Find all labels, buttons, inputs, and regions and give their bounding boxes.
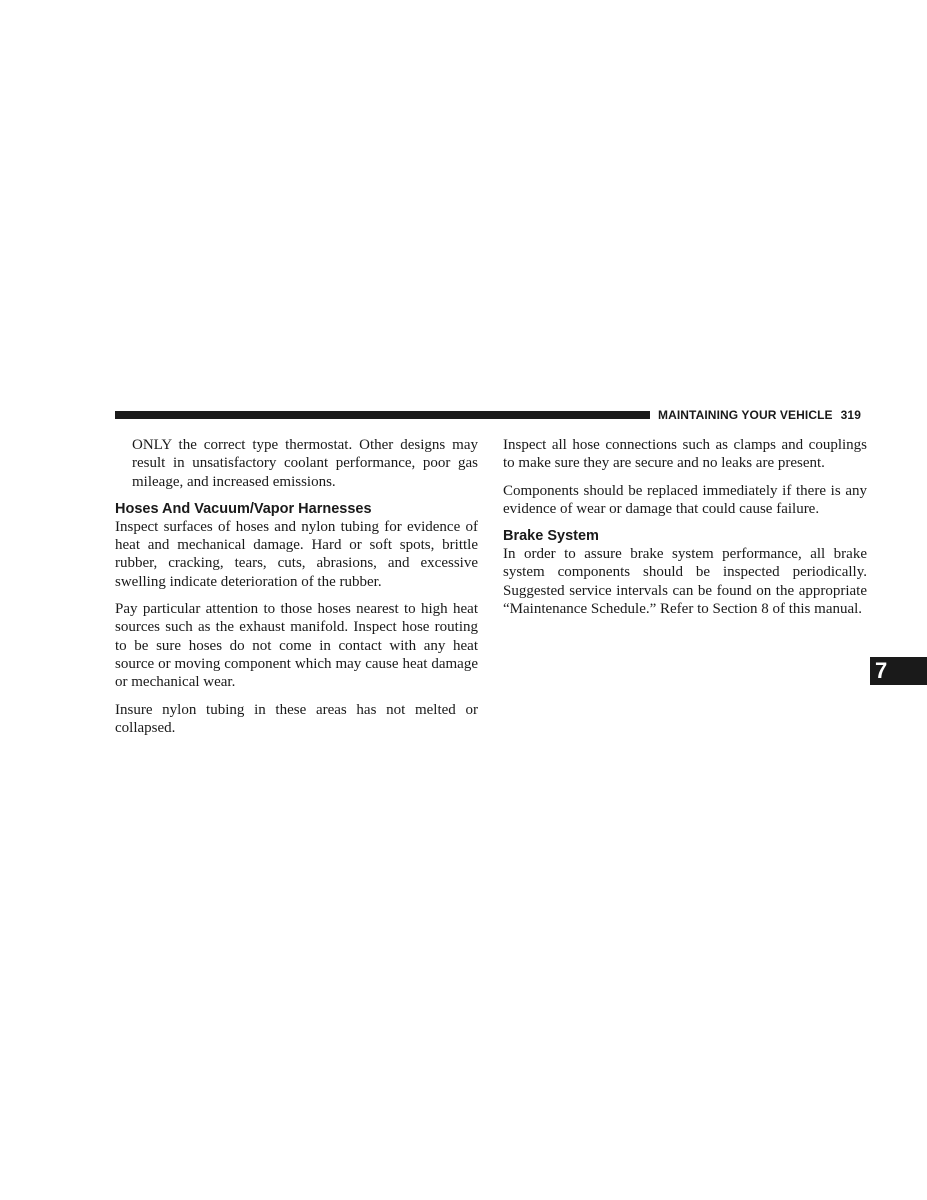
section-title: MAINTAINING YOUR VEHICLE bbox=[658, 408, 833, 422]
components-paragraph: Components should be replaced immediately if there is any evidence of wear or damage that could cause failure. bbox=[503, 482, 867, 517]
brake-system-paragraph: In order to assure brake system performance, all brake system components should be inspected periodically. Suggested service intervals can be found on the appropriate “Maintenance Schedule.” Refer to Section 8 of this manual. bbox=[503, 546, 867, 618]
hoses-paragraph-3: Insure nylon tubing in these areas has not melted or collapsed. bbox=[115, 701, 478, 736]
header-rule bbox=[115, 411, 650, 419]
right-column bbox=[503, 436, 867, 627]
connections-paragraph: Inspect all hose connections such as clamps and couplings to make sure they are secure and no leaks are present. bbox=[503, 437, 867, 472]
hoses-paragraph-2: Pay particular attention to those hoses nearest to high heat sources such as the exhaust manifold. Inspect hose routing to be sure hoses do not come in contact with any heat source or moving component which may cause heat damage or mechanical wear. bbox=[115, 601, 478, 691]
continued-paragraph: ONLY the correct type thermostat. Other designs may result in unsatisfactory coolant performance, poor gas mileage, and increased emissions. bbox=[132, 437, 478, 490]
brake-system-heading: Brake System bbox=[503, 528, 599, 545]
page-number: 319 bbox=[840, 408, 861, 422]
hoses-paragraph-1: Inspect surfaces of hoses and nylon tubing for evidence of heat and mechanical damage. Hard or soft spots, brittle rubber, cracking, tears, cuts, abrasions, and excessive swelling indicate deterioration of the rubber. bbox=[115, 518, 478, 590]
section-tab: 7 bbox=[870, 657, 927, 685]
hoses-heading: Hoses And Vacuum/Vapor Harnesses bbox=[115, 500, 372, 517]
left-column bbox=[115, 436, 478, 746]
running-header bbox=[658, 408, 861, 422]
